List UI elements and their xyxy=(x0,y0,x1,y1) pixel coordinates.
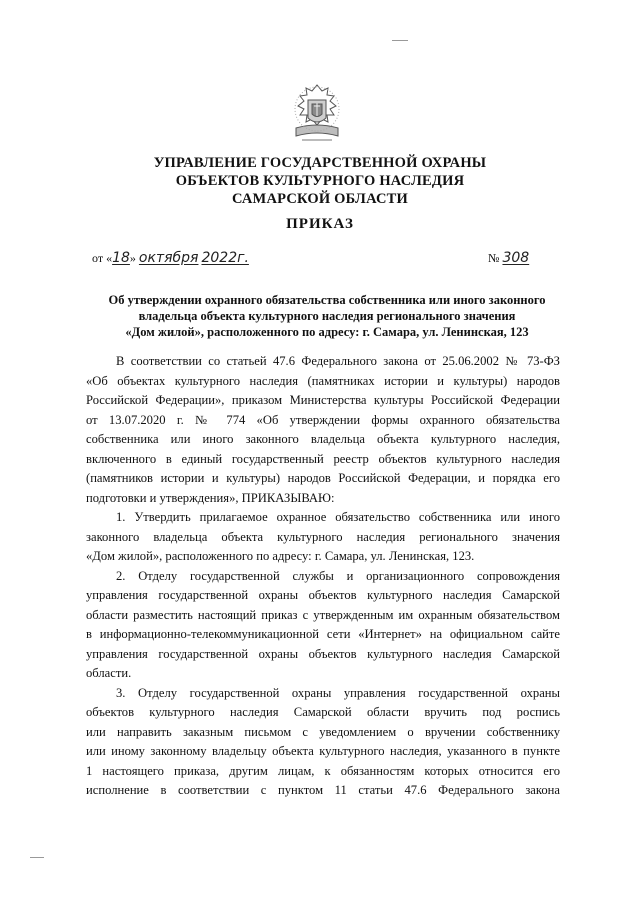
date-day: 18 xyxy=(112,250,130,266)
body-line: в информационно-телекоммуникационной сети «Интернет» на официальном сайте xyxy=(86,627,560,641)
body-line: управления государственной охраны объектов культурного наследия Самарской xyxy=(86,588,560,602)
body-line: Российской Федерации», приказом Министерства культуры Российской Федерации xyxy=(86,393,560,407)
document-type-title: ПРИКАЗ xyxy=(286,216,354,232)
body-line: 1. Утвердить прилагаемое охранное обязательство собственника или иного xyxy=(116,510,560,524)
body-line: «Дом жилой», расположенного по адресу: г. Самара, ул. Ленинская, 123. xyxy=(86,549,475,563)
body-line: (памятников истории и культуры) народов Российской Федерации, и порядка его xyxy=(86,471,560,485)
number-label: № xyxy=(488,251,500,265)
coat-of-arms-emblem xyxy=(290,82,344,146)
agency-line: САМАРСКОЙ ОБЛАСТИ xyxy=(231,191,409,207)
body-line: области. xyxy=(86,666,132,680)
body-line: 3. Отделу государственной охраны управления государственной охраны xyxy=(116,685,560,700)
order-date xyxy=(92,250,249,266)
body-line: управления государственной охраны объектов культурного наследия Самарской xyxy=(86,646,560,661)
subject-line: «Дом жилой», расположенного по адресу: г. Самара, ул. Ленинская, 123 xyxy=(125,325,529,339)
body-line: исполнение в соответствии с пунктом 11 статьи 47.6 Федерального закона xyxy=(86,783,560,797)
body-line: законного владельца объекта культурного наследия регионального значения xyxy=(86,529,560,544)
order-body xyxy=(86,352,560,801)
body-line: включенного в единый государственный реестр объектов культурного наследия xyxy=(86,451,560,466)
subject-line: Об утверждении охранного обязательства собственника или иного законного xyxy=(108,293,546,307)
scan-speck xyxy=(30,857,44,858)
body-line: объектов культурного наследия Самарской области вручить под роспись xyxy=(86,705,560,719)
agency-line: ОБЪЕКТОВ КУЛЬТУРНОГО НАСЛЕДИЯ xyxy=(175,173,465,189)
order-number xyxy=(488,250,529,266)
order-subject xyxy=(92,292,562,340)
agency-line: УПРАВЛЕНИЕ ГОСУДАРСТВЕННОЙ ОХРАНЫ xyxy=(153,155,487,171)
date-month: октября xyxy=(138,250,199,266)
body-line: собственника или иного законного владельца объекта культурного наследия, xyxy=(86,432,560,446)
body-line: 2. Отделу государственной службы и организационного сопровождения xyxy=(116,568,560,583)
body-line: подготовки и утверждения», ПРИКАЗЫВАЮ: xyxy=(86,490,335,505)
date-year: 2022г. xyxy=(201,250,249,266)
body-line: 1 настоящего приказа, другим лицам, к обязанностям которых относится его xyxy=(86,763,560,778)
body-line: или иному законному владельцу объекта культурного наследия, указанного в пункте xyxy=(86,744,560,758)
scan-speck xyxy=(392,40,408,41)
agency-name xyxy=(140,154,500,208)
body-line: В соответствии со статьей 47.6 Федерального закона от 25.06.2002 № 73-ФЗ xyxy=(116,354,560,368)
subject-line: владельца объекта культурного наследия регионального значения xyxy=(138,309,516,323)
body-line: области разместить настоящий приказ с утвержденным им охранным обязательством xyxy=(86,607,560,622)
date-prefix: от « xyxy=(92,251,113,265)
date-mid: » xyxy=(129,251,136,265)
body-line: или направить заказным письмом с уведомлением о вручении собственнику xyxy=(86,724,560,739)
body-line: «Об объектах культурного наследия (памятниках истории и культуры) народов xyxy=(86,373,560,388)
body-line: от 13.07.2020 г. № 774 «Об утверждении формы охранного обязательства xyxy=(86,412,560,427)
number-value: 308 xyxy=(502,250,530,266)
